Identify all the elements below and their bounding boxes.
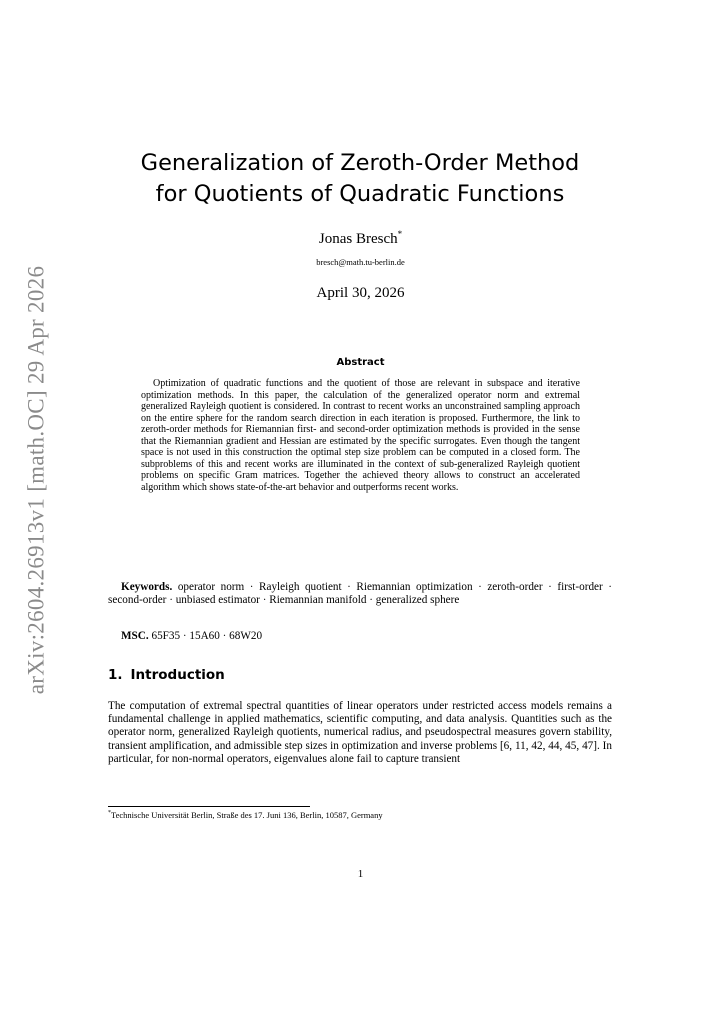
page-number: 1 (357, 868, 364, 880)
abstract-heading: Abstract (336, 357, 385, 368)
footnote-mark: * (108, 810, 111, 817)
keywords-text: operator norm · Rayleigh quotient · Riemannian optimization · zeroth-order · first-order · second-order · unbiased estimator · Riemannian manifold · generalized sphere (108, 581, 612, 607)
paper-title (90, 148, 630, 210)
section-heading (108, 667, 225, 683)
author-email: bresch@math.tu-berlin.de (316, 257, 405, 267)
msc-text: 65F35 · 15A60 · 68W20 (151, 630, 263, 642)
msc-codes (121, 630, 262, 643)
introduction-text: The computation of extremal spectral quantities of linear operators under restricted access models remains a fundamental challenge in applied mathematics, scientific computing, and data analysis. Quantities such as the operator norm, generalized Rayleigh quotients, numerical radius, and pseudospectral measures govern stability, transient amplification, and admissible step sizes in optimization and inverse problems [6, 11, 42, 44, 45, 47]. In particular, for non-normal operators, eigenvalues alone fail to capture transient (108, 700, 612, 765)
footnote-rule (108, 806, 310, 807)
section-number: 1. (108, 667, 123, 683)
footnote-text: Technische Universität Berlin, Straße des 17. Juni 136, Berlin, 10587, Germany (111, 810, 383, 820)
arxiv-identifier-text: arXiv:2604.26913v1 [math.OC] 29 Apr 2026 (23, 265, 49, 695)
keywords (108, 581, 612, 608)
keywords-label: Keywords. (121, 581, 173, 593)
author (0, 229, 721, 248)
footnote (108, 810, 383, 820)
title-line-2: for Quotients of Quadratic Functions (155, 181, 565, 207)
abstract-text: Optimization of quadratic functions and the quotient of those are relevant in subspace and iterative optimization methods. In this paper, the calculation of the generalized operator norm and extremal generalized Rayleigh quotient is considered. In contrast to recent works an unconstrained sampling approach on the entire sphere for the random search direction in each iteration is proposed. Furthermore, the link to zeroth-order methods for Riemannian first- and second-order optimization methods is provided in the sense that the Riemannian gradient and Hessian are estimated by the specific surrogates. Even though the tangent space is not used in this construction the optimal step size problem can be computed in a closed form. The subproblems of this and recent works are illuminated in the context of sub-generalized Rayleigh quotient problems on specific Gram matrices. Together the achieved theory allows to construct an accelerated algorithm which shows state-of-the-art behavior and outperforms recent works. (141, 378, 580, 493)
section-title: Introduction (130, 667, 225, 683)
author-footnote-mark: * (397, 229, 403, 239)
author-name: Jonas Bresch (318, 231, 398, 247)
msc-label: MSC. (121, 630, 149, 642)
paper-date: April 30, 2026 (316, 285, 405, 301)
arxiv-identifier (16, 265, 56, 695)
title-line-1: Generalization of Zeroth-Order Method (140, 150, 580, 176)
